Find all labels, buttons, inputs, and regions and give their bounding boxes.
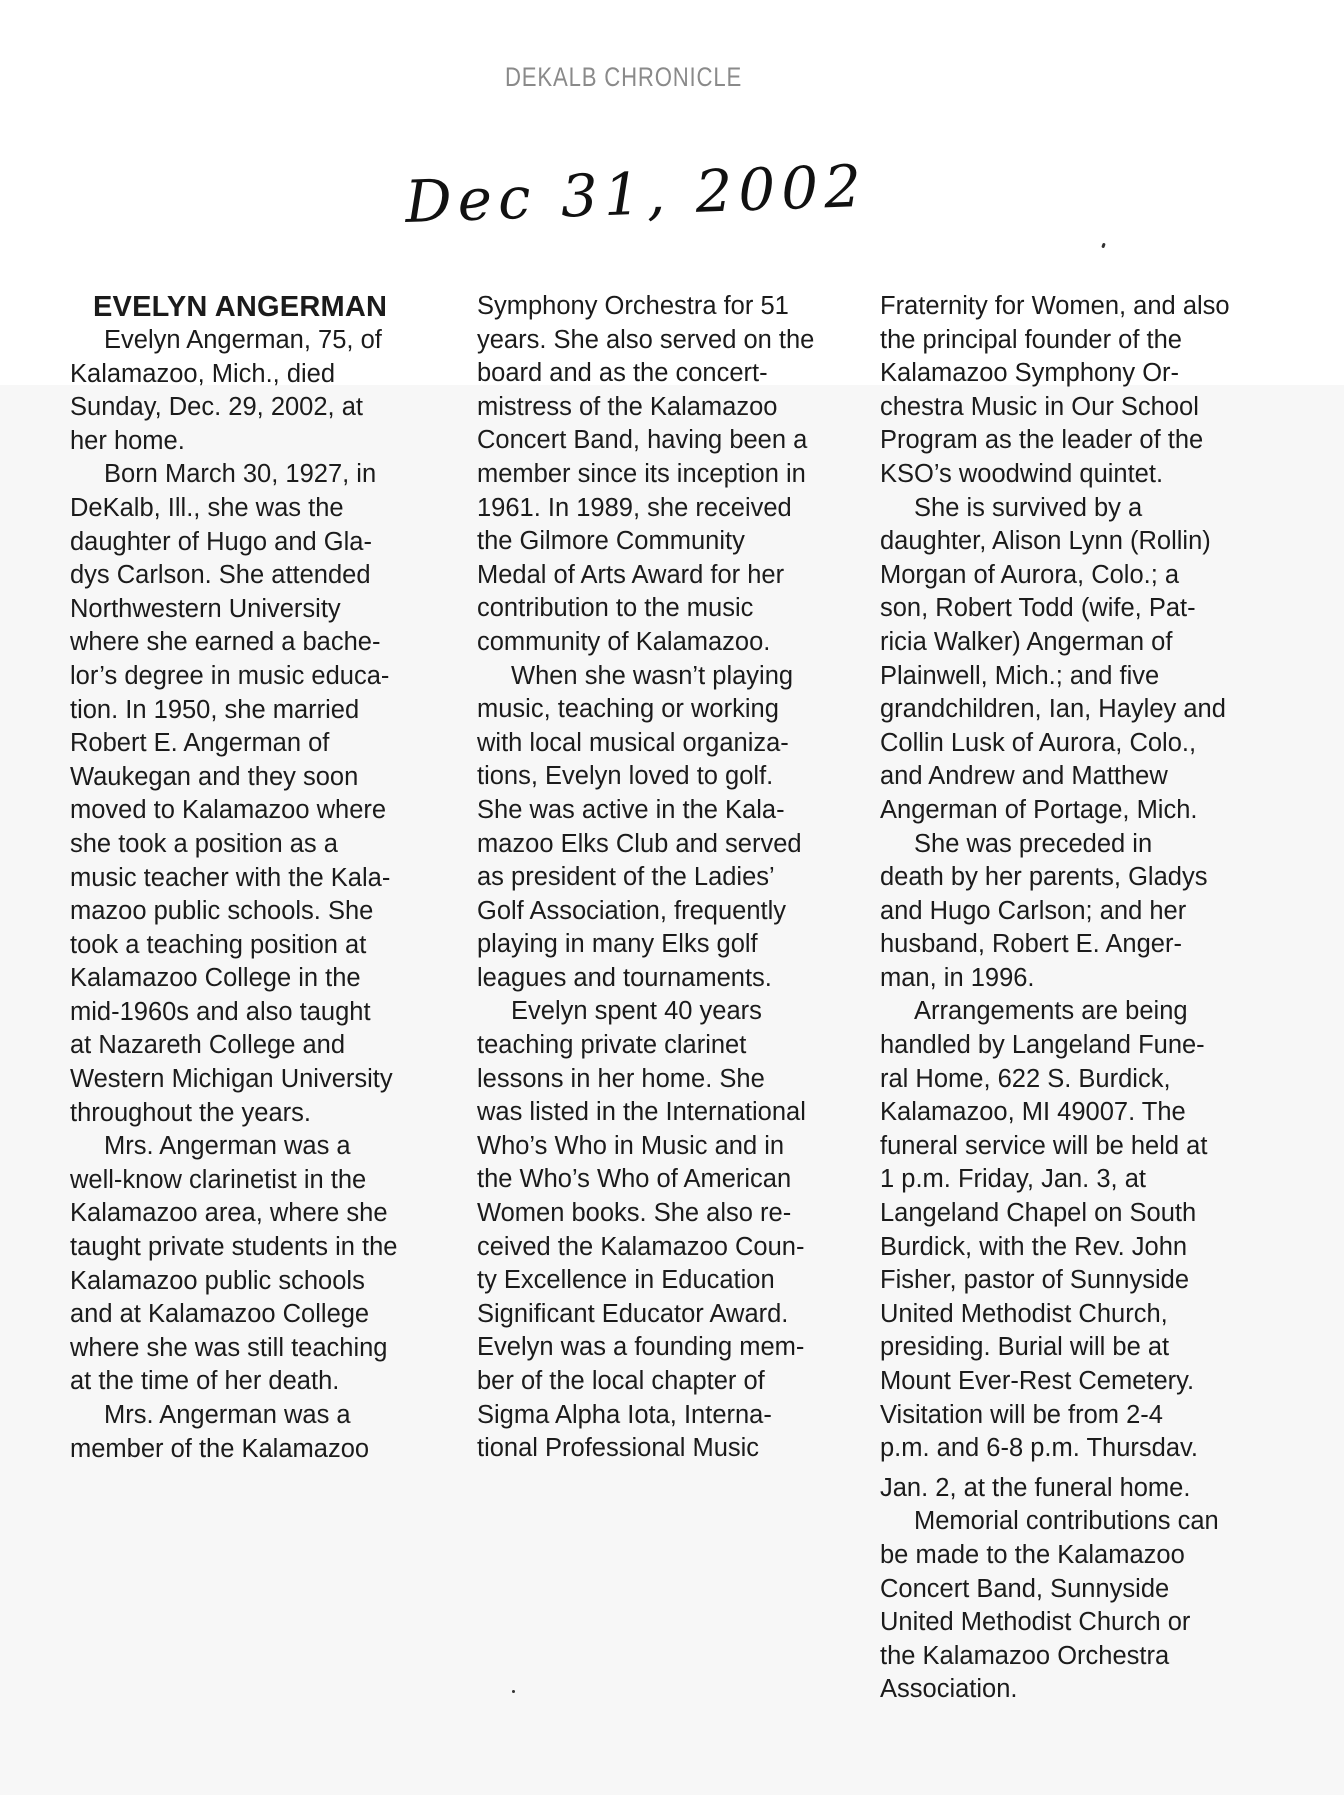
text-line: funeral service will be held at (880, 1131, 1208, 1160)
obituary-column-2 (477, 290, 867, 1466)
text-line: music teacher with the Kala- (70, 863, 391, 892)
text-line: When she wasn’t playing (511, 661, 794, 690)
handwritten-date: Dec 31, 2002 (403, 151, 869, 237)
text-line: DeKalb, Ill., she was the (70, 493, 344, 522)
text-line: p.m. and 6-8 p.m. Thursdav. (880, 1434, 1198, 1463)
text-line: at Nazareth College and (70, 1031, 346, 1060)
text-line: the Gilmore Community (477, 527, 745, 556)
text-line: Angerman of Portage, Mich. (880, 795, 1198, 824)
text-line: playing in many Elks golf (477, 930, 758, 959)
newspaper-masthead-stamp: DEKALB CHRONICLE (505, 62, 743, 92)
text-line: Burdick, with the Rev. John (880, 1232, 1188, 1261)
text-line: Fisher, pastor of Sunnyside (880, 1266, 1190, 1295)
text-line: Medal of Arts Award for her (477, 560, 785, 589)
text-line: the principal founder of the (880, 325, 1182, 354)
text-line: lor’s degree in music educa- (70, 661, 390, 690)
text-line: United Methodist Church, (880, 1299, 1168, 1328)
text-line: and Andrew and Matthew (880, 762, 1168, 791)
text-line: where she earned a bache- (70, 628, 381, 657)
text-line: tions, Evelyn loved to golf. (477, 762, 774, 791)
text-line: daughter, Alison Lynn (Rollin) (880, 527, 1211, 556)
obituary-headline: EVELYN ANGERMAN (93, 291, 388, 323)
text-line: Waukegan and they soon (70, 762, 359, 791)
text-line: be made to the Kalamazoo (880, 1540, 1185, 1569)
text-line: United Methodist Church or (880, 1608, 1191, 1637)
text-line: Symphony Orchestra for 51 (477, 292, 789, 320)
text-line: Mrs. Angerman was a (104, 1401, 351, 1429)
obituary-column-3 (880, 290, 1280, 1707)
text-line: She was active in the Kala- (477, 795, 785, 824)
text-line: Significant Educator Award. (477, 1299, 789, 1328)
text-line: well-know clarinetist in the (70, 1165, 367, 1194)
text-line: Kalamazoo, Mich., died (70, 359, 336, 388)
text-line: chestra Music in Our School (880, 392, 1199, 421)
text-line: throughout the years. (70, 1098, 311, 1127)
text-line: Kalamazoo College in the (70, 964, 361, 993)
text-line: grandchildren, Ian, Hayley and (880, 695, 1226, 724)
text-line: Collin Lusk of Aurora, Colo., (880, 728, 1197, 757)
text-line: Mrs. Angerman was a (104, 1132, 351, 1161)
text-line: Memorial contributions can (914, 1507, 1219, 1536)
text-line: KSO’s woodwind quintet. (880, 459, 1164, 488)
text-line: as president of the Ladies’ (477, 863, 775, 892)
text-line: tional Professional Music (477, 1434, 760, 1463)
text-line: years. She also served on the (477, 325, 815, 354)
text-line: the Kalamazoo Orchestra (880, 1641, 1170, 1670)
scan-speck (512, 1690, 515, 1693)
text-line: Who’s Who in Music and in (477, 1131, 785, 1160)
text-line: Association. (880, 1675, 1018, 1704)
text-line: music, teaching or working (477, 695, 779, 724)
text-line: mistress of the Kalamazoo (477, 392, 778, 421)
text-line: taught private students in the (70, 1233, 398, 1262)
text-line: Evelyn spent 40 years (511, 997, 762, 1026)
text-line: moved to Kalamazoo where (70, 796, 387, 825)
text-line: Kalamazoo Symphony Or- (880, 359, 1180, 388)
text-line: Women books. She also re- (477, 1199, 792, 1228)
text-line: Sigma Alpha Iota, Interna- (477, 1400, 772, 1429)
text-line: Robert E. Angerman of (70, 729, 330, 758)
text-line: Kalamazoo, MI 49007. The (880, 1098, 1186, 1127)
text-line: She was preceded in (914, 829, 1153, 858)
text-line: teaching private clarinet (477, 1031, 747, 1060)
text-line: Jan. 2, at the funeral home. (880, 1473, 1191, 1502)
text-line: member of the Kalamazoo (70, 1434, 370, 1463)
text-line: Evelyn Angerman, 75, of (104, 326, 382, 354)
text-line: she took a position as a (70, 829, 338, 858)
text-line: Arrangements are being (914, 997, 1188, 1026)
column-1-text (70, 324, 440, 1466)
text-line: lessons in her home. She (477, 1064, 765, 1093)
text-line: Langeland Chapel on South (880, 1199, 1197, 1228)
text-line: ty Excellence in Education (477, 1266, 775, 1295)
text-line: the Who’s Who of American (477, 1165, 792, 1194)
text-line: her home. (70, 426, 185, 455)
text-line: dys Carlson. She attended (70, 561, 371, 590)
column-3-text (880, 290, 1280, 1707)
text-line: ber of the local chapter of (477, 1367, 765, 1395)
scan-speck (1101, 243, 1106, 249)
text-line: with local musical organiza- (477, 728, 789, 757)
text-line: ricia Walker) Angerman of (880, 627, 1173, 656)
text-line: Kalamazoo area, where she (70, 1199, 388, 1228)
text-line: Morgan of Aurora, Colo.; a (880, 560, 1180, 589)
text-line: Mount Ever-Rest Cemetery. (880, 1367, 1195, 1395)
text-line: Born March 30, 1927, in (104, 460, 377, 489)
text-line: son, Robert Todd (wife, Pat- (880, 594, 1196, 623)
text-line: community of Kalamazoo. (477, 627, 771, 656)
text-line: board and as the concert- (477, 359, 768, 388)
text-line: presiding. Burial will be at (880, 1333, 1170, 1362)
text-line: Western Michigan University (70, 1065, 393, 1094)
text-line: Evelyn was a founding mem- (477, 1333, 805, 1362)
text-line: and Hugo Carlson; and her (880, 896, 1187, 925)
text-line: leagues and tournaments. (477, 963, 772, 992)
text-line: man, in 1996. (880, 963, 1035, 992)
text-line: at the time of her death. (70, 1367, 340, 1396)
text-line: Northwestern University (70, 594, 341, 623)
text-line: Fraternity for Women, and also (880, 292, 1230, 320)
text-line: Kalamazoo public schools (70, 1266, 365, 1295)
text-line: mazoo Elks Club and served (477, 829, 802, 858)
text-line: daughter of Hugo and Gla- (70, 527, 372, 556)
text-line: She is survived by a (914, 493, 1143, 522)
text-line: member since its inception in (477, 459, 806, 488)
text-line: 1961. In 1989, she received (477, 493, 792, 522)
text-line: mazoo public schools. She (70, 897, 374, 926)
text-line: death by her parents, Gladys (880, 863, 1208, 892)
text-line: handled by Langeland Fune- (880, 1031, 1205, 1060)
text-line: Sunday, Dec. 29, 2002, at (70, 393, 363, 422)
text-line: Concert Band, Sunnyside (880, 1574, 1170, 1603)
text-line: 1 p.m. Friday, Jan. 3, at (880, 1165, 1146, 1194)
text-line: Visitation will be from 2-4 (880, 1400, 1163, 1429)
text-line: contribution to the music (477, 594, 754, 623)
text-line: Program as the leader of the (880, 426, 1204, 455)
text-line: took a teaching position at (70, 930, 367, 959)
text-line: Plainwell, Mich.; and five (880, 661, 1160, 690)
text-line: Golf Association, frequently (477, 896, 787, 925)
text-line: ceived the Kalamazoo Coun- (477, 1232, 805, 1261)
text-line: where she was still teaching (70, 1333, 388, 1362)
text-line: ral Home, 622 S. Burdick, (880, 1064, 1171, 1093)
text-line: Concert Band, having been a (477, 426, 808, 455)
text-line: tion. In 1950, she married (70, 695, 360, 724)
text-line: mid-1960s and also taught (70, 997, 371, 1026)
text-line: was listed in the International (477, 1098, 806, 1127)
column-2-text (477, 290, 867, 1466)
text-line: husband, Robert E. Anger- (880, 930, 1182, 959)
text-line: and at Kalamazoo College (70, 1300, 370, 1329)
obituary-column-1 (70, 290, 440, 1466)
